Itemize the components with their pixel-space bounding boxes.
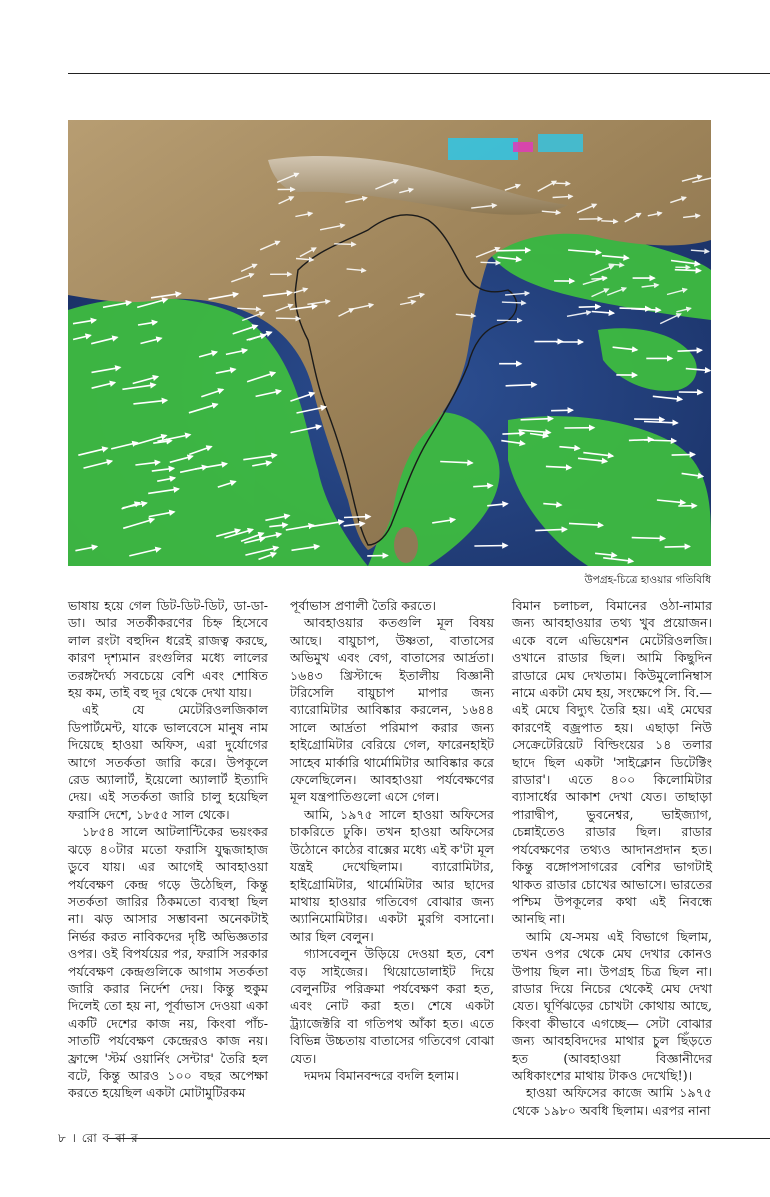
paragraph: দমদম বিমানবন্দরে বদলি হলাম।: [304, 1067, 459, 1083]
paragraph: ভাষায় হয়ে গেল ডিট-ডিট-ডিট, ডা-ডা-ডা। আর সতর্কীকরণের চিহ্ন হিসেবে লাল রংটা বহুদিন ধরেই রাজত্ব করছে, কারণ দৃশ্যমান রংগুলির মধ্যে লালের তরঙ্গদৈর্ঘ্য সবচেয়ে বেশি এবং শোষিত হয় কম, তাই বহু দূর থেকে দেখা যায়।: [68, 598, 268, 701]
bottom-rule: [108, 1138, 770, 1139]
paragraph: হাওয়া অফিসের কাজে আমি ১৯৭৫ থেকে ১৯৮০ অবধি ছিলাম। এরপর নানা: [512, 1085, 712, 1118]
paragraph: আমি, ১৯৭৫ সালে হাওয়া অফিসের চাকরিতে ঢুকি। তখন হাওয়া অফিসের উঠোনে কাঠের বাক্সের মধ্যে এই ক'টা মূল যন্ত্রই দেখেছিলাম। ব্যারোমিটার, হাইগ্রোমিটার, থার্মোমিটার আর ছাদের মাথায় হাওয়ার গতিবেগ বোঝার জন্য অ্যানিমোমিটার। একটা মুরগি বসানো। আর ছিল বেলুন।: [290, 806, 494, 944]
wind-arrow-icon: [334, 244, 355, 245]
paragraph: আবহাওয়ার কতগুলি মূল বিষয় আছে। বায়ুচাপ, উষ্ণতা, বাতাসের অভিমুখ এবং বেগ, বাতাসের আর্দ্রতা। ১৬৪৩ খ্রিস্টাব্দে ইতালীয় বিজ্ঞানী টরিসেলি বায়ুচাপ মাপার জন্য ব্যারোমিটার আবিষ্কার করলেন, ১৬৪৪ সালে আর্দ্রতা পরিমাপ করার জন্য হাইগ্রোমিটার বেরিয়ে গেল, ফারেনহাইট সাহেব মার্কারি থার্মোমিটার আবিষ্কার করে ফেলেছিলেন। আবহাওয়া পর্যবেক্ষণের মূল যন্ত্রপাতিগুলো এসে গেল।: [290, 615, 494, 805]
sri-lanka: [394, 527, 418, 563]
paragraph: পূর্বাভাস প্রণালী তৈরি করতে।: [290, 598, 437, 613]
paragraph: গ্যাসবেলুন উড়িয়ে দেওয়া হত, বেশ বড় সাইজের। থিয়োডোলাইট দিয়ে বেলুনটির পরিক্রমা পর্যবেক্ষণ করা হত, এবং নোট করা হত। শেষে একটা ট্র্যাজেক্টরি বা গতিপথ আঁকা হত। এতে বিভিন্ন উচ্চতায় বাতাসের গতিবেগ বোঝা যেত।: [290, 946, 494, 1066]
wind-arrow-icon: [344, 517, 370, 518]
wind-arrow-icon: [502, 302, 526, 303]
wind-arrow-icon: [551, 410, 573, 411]
paragraph: এই যে মেটেরিওলজিকাল ডিপার্টমেন্ট, যাকে ভালবেসে মানুষ নাম দিয়েছে হাওয়া অফিস, এরা দুর্যোগের আগে সতর্কতা জারি করে। উপকূলে রেড অ্যালার্ট, ইয়েলো অ্যালার্ট ইত্যাদি দেয়। এই সতর্কতা জারি চালু হয়েছিল ফরাসি দেশে, ১৮৫৫ সাল থেকে।: [68, 702, 268, 822]
wind-arrow-icon: [620, 308, 651, 309]
footer-separator: ।: [71, 1131, 77, 1145]
wind-arrow-icon: [591, 278, 606, 279]
wind-arrow-icon: [634, 419, 664, 420]
wind-arrow-icon: [481, 262, 501, 263]
page-number: ৮: [58, 1131, 67, 1145]
article-column-3: [512, 597, 712, 1119]
wind-arrow-icon: [644, 440, 676, 441]
article-column-2: [290, 597, 494, 1084]
page-footer: [58, 1130, 139, 1150]
wind-arrow-icon: [678, 350, 702, 351]
wind-arrow-icon: [675, 270, 701, 271]
paragraph: আমি যে-সময় এই বিভাগে ছিলাম, তখন ওপর থেকে মেঘ দেখার কোনও উপায় ছিল না। উপগ্রহ চিত্র ছিল না। রাডার দিয়ে নিচের থেকেই মেঘ দেখা যেত। ঘূর্ণিঝড়ের চোখটা কোথায় আছে, কিংবা কীভাবে এগচ্ছে— সেটা বোঝার জন্য আবহবিদদের মাথার চুল ছিঁড়তে হত (আবহাওয়া বিজ্ঞানীদের অধিকাংশের মাথায় টাকও দেখেছি!)।: [512, 928, 712, 1083]
wind-arrow-icon: [474, 546, 507, 547]
wind-arrow-icon: [276, 318, 300, 319]
wind-arrow-icon: [496, 250, 530, 251]
wind-arrow-icon: [632, 538, 665, 539]
paragraph: বিমান চলাচল, বিমানের ওঠা-নামার জন্য আবহাওয়ার তথ্য খুব প্রয়োজন। একে বলে এভিয়েশন মেটেরিওলজি। ওখানে রাডার ছিল। আমি কিছুদিন রাডারে মেঘ দেখতাম। কিউমুলোনিম্বাস নামে একটা মেঘ হয়, সংক্ষেপে সি. বি.— এই মেঘে বিদ্যুৎ তৈরি হয়। এই মেঘের কারণেই বজ্রপাত হয়। এছাড়া নিউ সেক্রেটেরিয়েট বিল্ডিংয়ের ১৪ তলার ছাদে ছিল একটা 'সাইক্লোন ডিটেক্টিং রাডার'। এতে ৪০০ কিলোমিটার ব্যাসার্ধের আকাশ দেখা যেত। তাছাড়া পারাদ্বীপ, ভুবনেশ্বর, ভাইজ্যাগ, চেন্নাইতেও রাডার ছিল। রাডার পর্যবেক্ষণের তথ্যও আদানপ্রদান হত। কিন্তু বঙ্গোপসাগরের বেশির ভাগটাই থাকত রাডার চোখের আভাসে। ভারতের পশ্চিম উপকূলের কথা এই নিবন্ধে আনছি না।: [512, 598, 712, 927]
wind-arrow-icon: [555, 183, 570, 184]
satellite-wind-map: [68, 120, 711, 566]
magazine-name: রো ব বা র: [81, 1131, 139, 1145]
wind-arrow-icon: [579, 307, 600, 308]
top-rule: [68, 73, 770, 74]
article-column-1: [68, 597, 268, 1102]
paragraph: ১৮৫৪ সালে আটলান্টিকের ভয়ংকর ঝড়ে ৪০টার মতো ফরাসি যুদ্ধজাহাজ ডুবে যায়। এর আগেই আবহাওয়া পর্যবেক্ষণ কেন্দ্র গড়ে উঠেছিল, কিন্তু সতর্কতা জারির ঠিকমতো ব্যবস্থা ছিল না। ঝড় আসার সম্ভাবনা অনেকটাই নির্ভর করত নাবিকদের দৃষ্টি অভিজ্ঞতার ওপর। ওই বিপর্যয়ের পর, ফরাসি সরকার পর্যবেক্ষণ কেন্দ্রগুলিকে আগাম সতর্কতা জারি করার নির্দেশ দেয়। কিন্তু হুকুম দিলেই তো হয় না, পূর্বাভাস দেওয়া একা একটি দেশের কাজ নয়, কিংবা পাঁচ-সাতটি পর্যবেক্ষণ কেন্দ্রেরও কাজ নয়। ফ্রান্সে 'স্টর্ম ওয়ার্নিং সেন্টার' তৈরি হল বটে, কিন্তু আরও ১০০ বছর অপেক্ষা করতে হয়েছিল একটা মোটামুটিরকম: [68, 824, 268, 1101]
wind-arrow-icon: [665, 546, 690, 547]
wind-arrow-icon: [672, 454, 695, 455]
wind-arrow-icon: [237, 308, 260, 309]
wind-arrow-icon: [601, 221, 617, 222]
wind-arrow-icon: [502, 433, 524, 434]
figure-caption: উপগ্রহ-চিত্রে হাওয়ার গতিবিধি: [584, 574, 711, 586]
